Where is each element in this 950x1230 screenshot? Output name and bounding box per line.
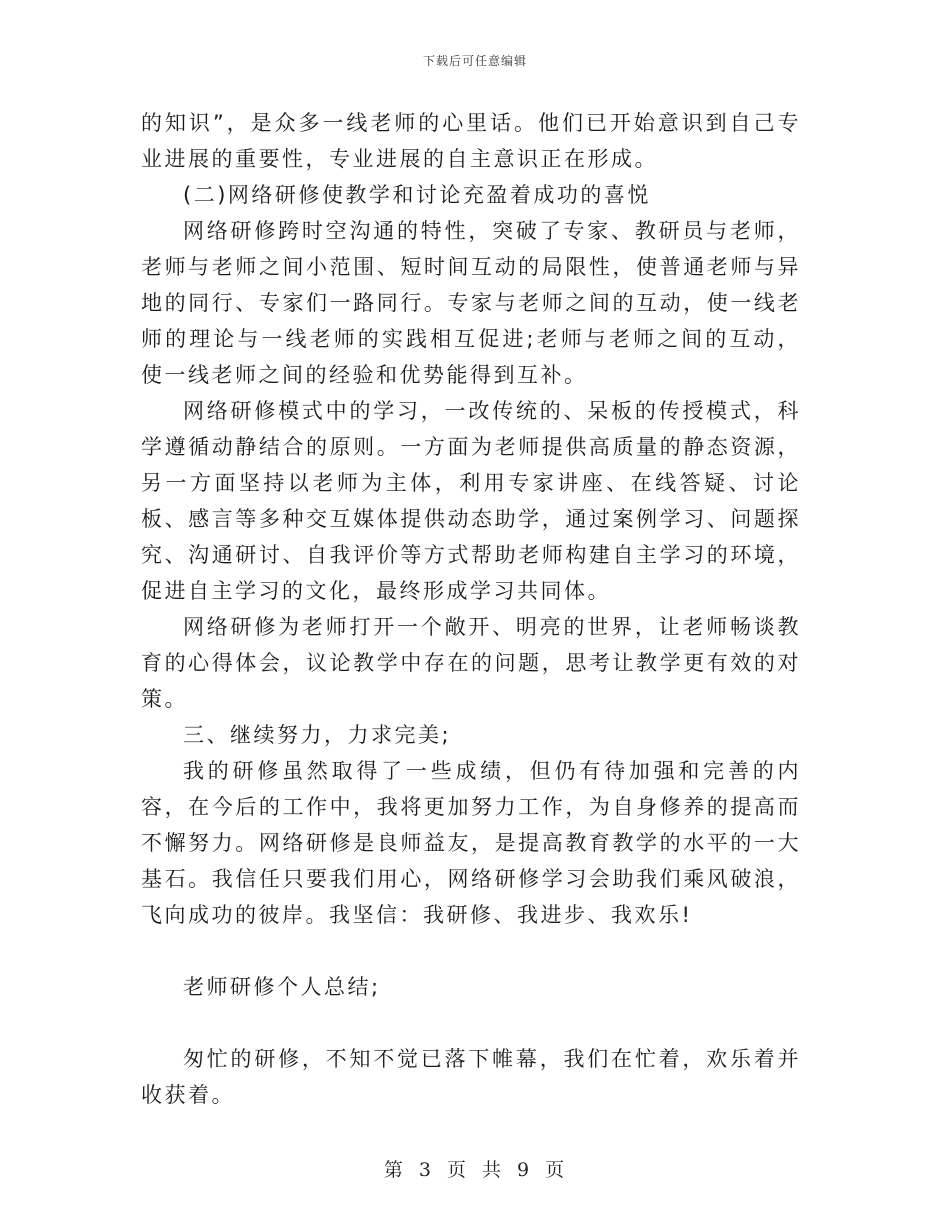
summary-title: 老师研修个人总结; — [183, 975, 381, 999]
paragraph-conclusion: 我的研修虽然取得了一些成绩，但仍有待加强和完善的内容，在今后的工作中，我将更加努力工作，为自身修养的提高而不懈努力。网络研修是良师益友，是提高教育教学的水平的一大基石。我信任只要我们用心，网络研修学习会助我们乘风破浪，飞向成功的彼岸。我坚信：我研修、我进步、我欢乐! — [141, 759, 801, 927]
section-heading-2: (二)网络研修使教学和讨论充盈着成功的喜悦 — [183, 183, 651, 207]
paragraph-continuation: 的知识”，是众多一线老师的心里话。他们已开始意识到自己专业进展的重要性，专业进展的自主意识正在形成。 — [141, 111, 801, 171]
paragraph-learning-mode: 网络研修模式中的学习，一改传统的、呆板的传授模式，科学遵循动静结合的原则。一方面为老师提供高质量的静态资源，另一方面坚持以老师为主体，利用专家讲座、在线答疑、讨论板、感言等多种交互媒体提供动态助学，通过案例学习、问题探究、沟通研讨、自我评价等方式帮助老师构建自主学习的环境，促进自主学习的文化，最终形成学习共同体。 — [141, 399, 801, 603]
paragraph-open-world: 网络研修为老师打开一个敞开、明亮的世界，让老师畅谈教育的心得体会，议论教学中存在的问题，思考让教学更有效的对策。 — [141, 615, 801, 711]
page-number: 第 3 页 共 9 页 — [383, 1159, 567, 1181]
document-body — [141, 105, 801, 1113]
paragraph-summary-intro: 匆忙的研修，不知不觉已落下帷幕，我们在忙着，欢乐着并收获着。 — [141, 1047, 801, 1107]
page-header: 下载后可任意编辑 — [422, 54, 527, 68]
paragraph-interaction: 网络研修跨时空沟通的特性，突破了专家、教研员与老师，老师与老师之间小范围、短时间互动的局限性，使普通老师与异地的同行、专家们一路同行。专家与老师之间的互动，使一线老师的理论与一线老师的实践相互促进;老师与老师之间的互动，使一线老师之间的经验和优势能得到互补。 — [141, 219, 801, 387]
section-heading-3: 三、继续努力，力求完美; — [183, 723, 452, 747]
